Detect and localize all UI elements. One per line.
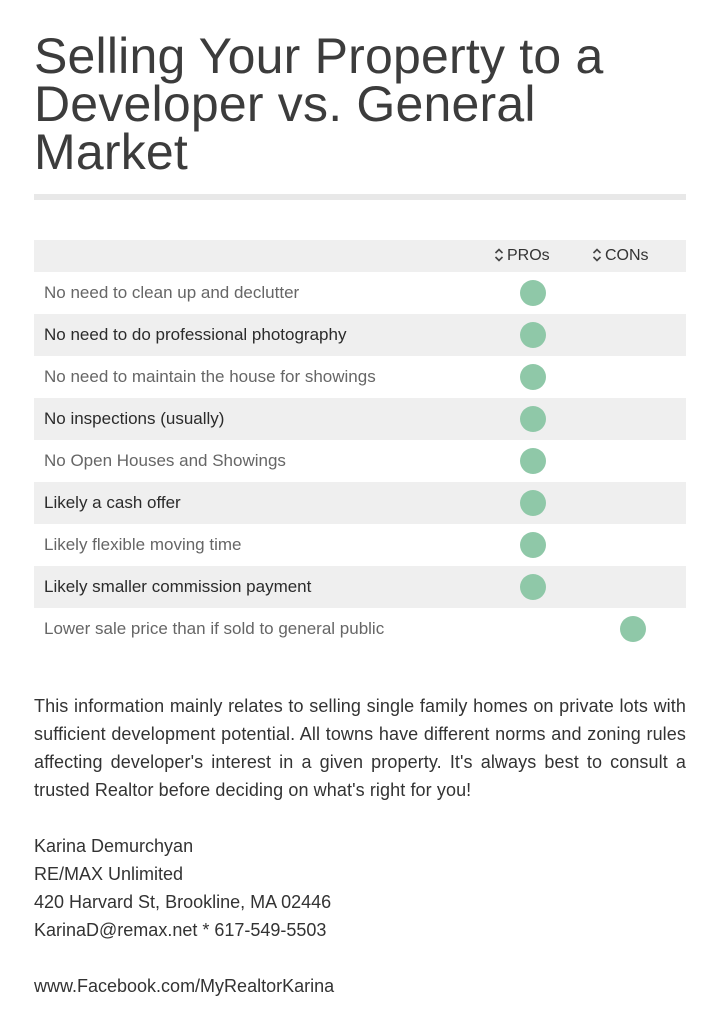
- pro-indicator-dot: [520, 322, 546, 348]
- row-label: No need to maintain the house for showings: [44, 367, 376, 386]
- row-label: No need to do professional photography: [44, 325, 347, 344]
- table-row: [34, 272, 686, 314]
- contact-email-phone: KarinaD@remax.net * 617-549-5503: [34, 920, 327, 940]
- column-header-cons-label: CONs: [605, 247, 649, 264]
- row-label: Lower sale price than if sold to general public: [44, 619, 385, 638]
- table-row: [34, 356, 686, 398]
- table-row: [34, 314, 686, 356]
- column-header-pros[interactable]: [494, 240, 550, 272]
- contact-company: RE/MAX Unlimited: [34, 864, 184, 884]
- pro-indicator-dot: [520, 574, 546, 600]
- row-label: Likely flexible moving time: [44, 535, 242, 554]
- page-title: Selling Your Property to a Developer vs. General Market: [34, 28, 604, 180]
- table-row: [34, 524, 686, 566]
- row-label: No inspections (usually): [44, 409, 225, 428]
- pro-indicator-dot: [520, 448, 546, 474]
- pro-indicator-dot: [520, 364, 546, 390]
- row-label: Likely a cash offer: [44, 493, 181, 512]
- table-row: [34, 440, 686, 482]
- contact-address: 420 Harvard St, Brookline, MA 02446: [34, 892, 332, 912]
- table-row: [34, 608, 686, 650]
- table-row: [34, 398, 686, 440]
- page: [34, 0, 686, 1000]
- table-body: [34, 272, 686, 650]
- contact-name: Karina Demurchyan: [34, 836, 194, 856]
- pro-indicator-dot: [520, 532, 546, 558]
- table-row: [34, 482, 686, 524]
- pro-indicator-dot: [520, 406, 546, 432]
- pros-cons-table: [34, 240, 686, 650]
- row-label: No Open Houses and Showings: [44, 451, 286, 470]
- pro-indicator-dot: [520, 280, 546, 306]
- title-divider: [34, 194, 686, 200]
- row-label: No need to clean up and declutter: [44, 283, 300, 302]
- facebook-link[interactable]: www.Facebook.com/MyRealtorKarina: [34, 976, 335, 996]
- contact-block: [34, 832, 686, 944]
- pro-indicator-dot: [520, 490, 546, 516]
- column-header-pros-label: PROs: [507, 247, 550, 264]
- row-label: Likely smaller commission payment: [44, 577, 312, 596]
- sort-icon: [494, 245, 504, 265]
- column-header-cons[interactable]: [592, 240, 649, 272]
- con-indicator-dot: [620, 616, 646, 642]
- info-paragraph: This information mainly relates to selling single family homes on private lots with sufficient development potential. All towns have different norms and zoning rules affecting developer's interest in a given property. It's always best to consult a trusted Realtor before deciding on what's right for you!: [34, 696, 686, 800]
- sort-icon: [592, 245, 602, 265]
- table-header: [34, 240, 686, 272]
- table-row: [34, 566, 686, 608]
